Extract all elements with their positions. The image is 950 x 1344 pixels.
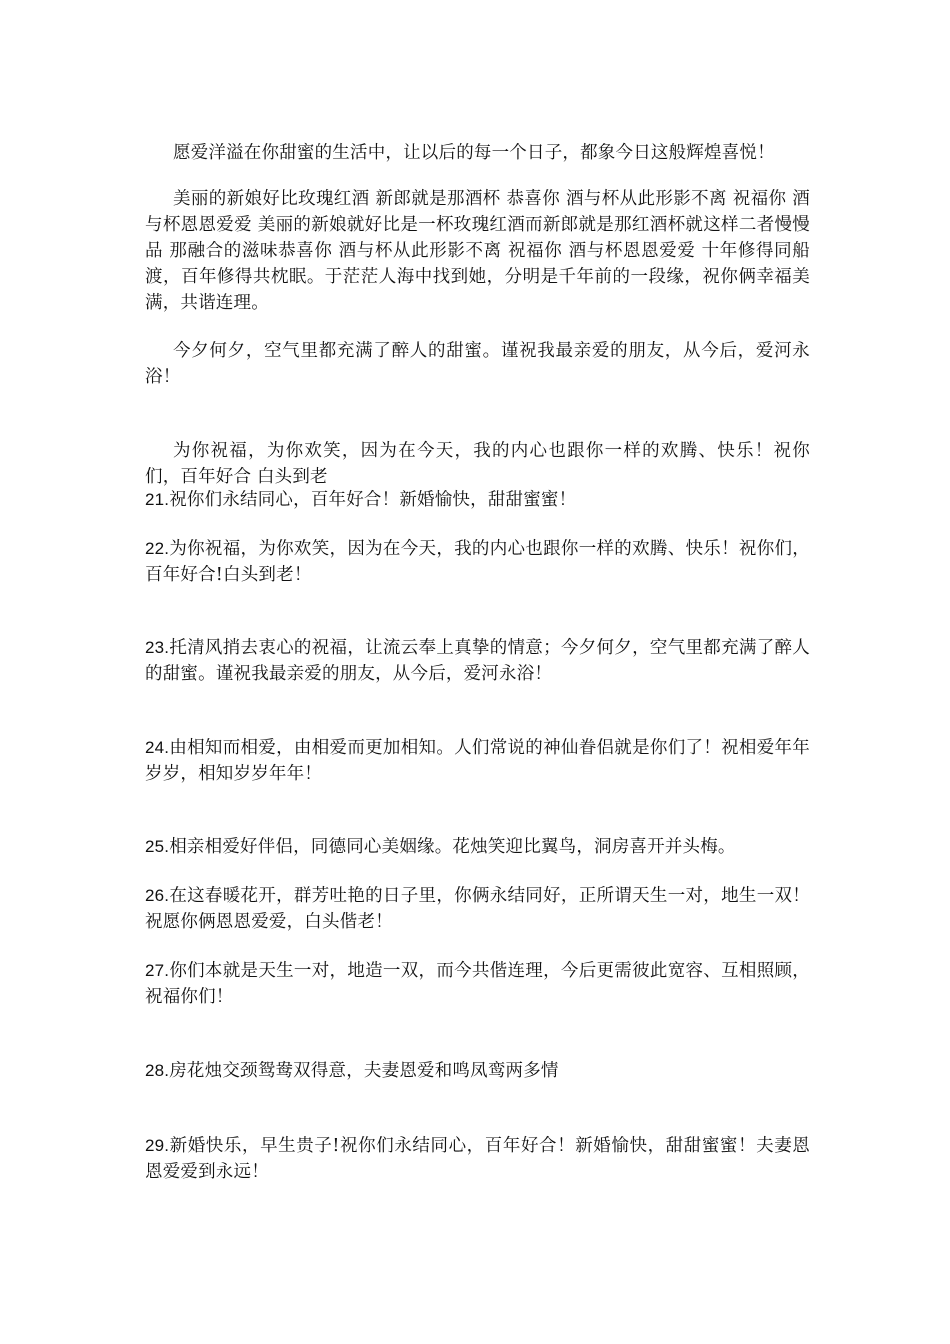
paragraph-intro [145, 140, 810, 166]
list-item-23 [145, 635, 810, 687]
list-item-22 [145, 536, 810, 588]
item-number: 24. [145, 738, 170, 757]
item-number: 22. [145, 539, 170, 558]
item-text: 相亲相爱好伴侣，同德同心美姻缘。花烛笑迎比翼鸟，洞房喜开并头梅。 [169, 837, 736, 857]
item-text: 托清风捎去衷心的祝福，让流云奉上真挚的情意；今夕何夕，空气里都充满了醉人的甜蜜。谨祝我最亲爱的朋友，从今后，爱河永浴！ [145, 638, 810, 684]
list-item-26 [145, 883, 810, 935]
item-number: 21. [145, 490, 170, 509]
item-number: 25. [145, 837, 170, 856]
item-number: 26. [145, 886, 170, 905]
item-number: 23. [145, 638, 170, 657]
item-text: 为你祝福，为你欢笑，因为在今天，我的内心也跟你一样的欢腾、快乐！祝你们，百年好合!白头到老！ [145, 539, 810, 585]
list-item-27 [145, 958, 810, 1010]
item-text: 由相知而相爱，由相爱而更加相知。人们常说的神仙眷侣就是你们了！祝相爱年年岁岁，相知岁岁年年！ [145, 738, 810, 784]
item-text: 在这春暖花开，群芳吐艳的日子里，你俩永结同好，正所谓天生一对，地生一双！祝愿你俩恩恩爱爱，白头偕老！ [145, 886, 810, 932]
item-number: 27. [145, 961, 170, 980]
item-text: 祝你们永结同心，百年好合！新婚愉快，甜甜蜜蜜！ [169, 490, 577, 510]
list-item-24 [145, 735, 810, 787]
list-item-25 [145, 834, 810, 860]
paragraph-text: 今夕何夕，空气里都充满了醉人的甜蜜。谨祝我最亲爱的朋友，从今后，爱河永浴！ [145, 341, 810, 387]
list-item-28 [145, 1058, 810, 1084]
list-item-29 [145, 1133, 810, 1185]
list-item-21 [145, 487, 810, 513]
paragraph-tonight [145, 338, 810, 390]
item-text: 房花烛交颈鸳鸯双得意，夫妻恩爱和鸣凤鸾两多情 [169, 1061, 559, 1081]
item-number: 29. [145, 1136, 170, 1155]
item-number: 28. [145, 1061, 170, 1080]
paragraph-wine [145, 186, 810, 316]
paragraph-text: 美丽的新娘好比玫瑰红酒 新郎就是那酒杯 恭喜你 酒与杯从此形影不离 祝福你 酒与杯恩恩爱爱 美丽的新娘就好比是一杯玫瑰红酒而新郎就是那红酒杯就这样二者慢慢品 那融合的滋味恭喜你 酒与杯从此形影不离 祝福你 酒与杯恩恩爱爱 十年修得同船渡，百年修得共枕眠。于茫茫人海中找到她，分明是千年前的一段缘，祝你俩幸福美满，共谐连理。 [145, 189, 810, 313]
item-text: 新婚快乐，早生贵子!祝你们永结同心，百年好合！新婚愉快，甜甜蜜蜜！夫妻恩恩爱爱到永远！ [145, 1136, 810, 1182]
item-text: 你们本就是天生一对，地造一双，而今共偕连理，今后更需彼此宽容、互相照顾，祝福你们！ [145, 961, 810, 1007]
paragraph-text: 愿爱洋溢在你甜蜜的生活中，让以后的每一个日子，都象今日这般辉煌喜悦！ [173, 143, 775, 163]
paragraph-blessing [145, 438, 810, 490]
paragraph-text: 为你祝福，为你欢笑，因为在今天，我的内心也跟你一样的欢腾、快乐！祝你们，百年好合 白头到老 [145, 441, 810, 487]
